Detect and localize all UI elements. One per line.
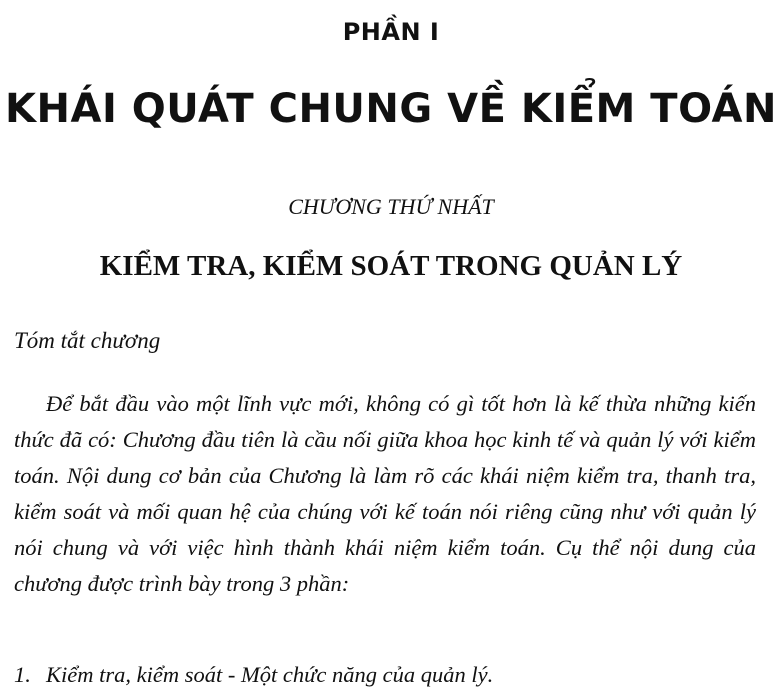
chapter-label: CHƯƠNG THỨ NHẤT xyxy=(288,194,494,219)
summary-heading: Tóm tắt chương xyxy=(14,328,161,353)
list-item-number: 1. xyxy=(14,662,31,687)
list-item xyxy=(14,662,493,688)
part-label: PHẦN I xyxy=(342,18,440,46)
chapter-title: KIỂM TRA, KIỂM SOÁT TRONG QUẢN LÝ xyxy=(99,250,683,282)
list-item-text: Kiểm tra, kiểm soát - Một chức năng của quản lý. xyxy=(46,662,494,687)
part-title: KHÁI QUÁT CHUNG VỀ KIỂM TOÁN xyxy=(5,86,777,132)
summary-paragraph: Để bắt đầu vào một lĩnh vực mới, không có gì tốt hơn là kế thừa những kiến thức đã có: Chương đầu tiên là cầu nối giữa khoa học kinh tế và quản lý với kiểm toán. Nội dung cơ bản của Chương là làm rõ các khái niệm kiểm tra, thanh tra, kiểm soát và mối quan hệ của chúng với kế toán nói riêng cũng như với quản lý nói chung và với việc hình thành khái niệm kiểm toán. Cụ thể nội dung của chương được trình bày trong 3 phần: xyxy=(14,391,756,596)
